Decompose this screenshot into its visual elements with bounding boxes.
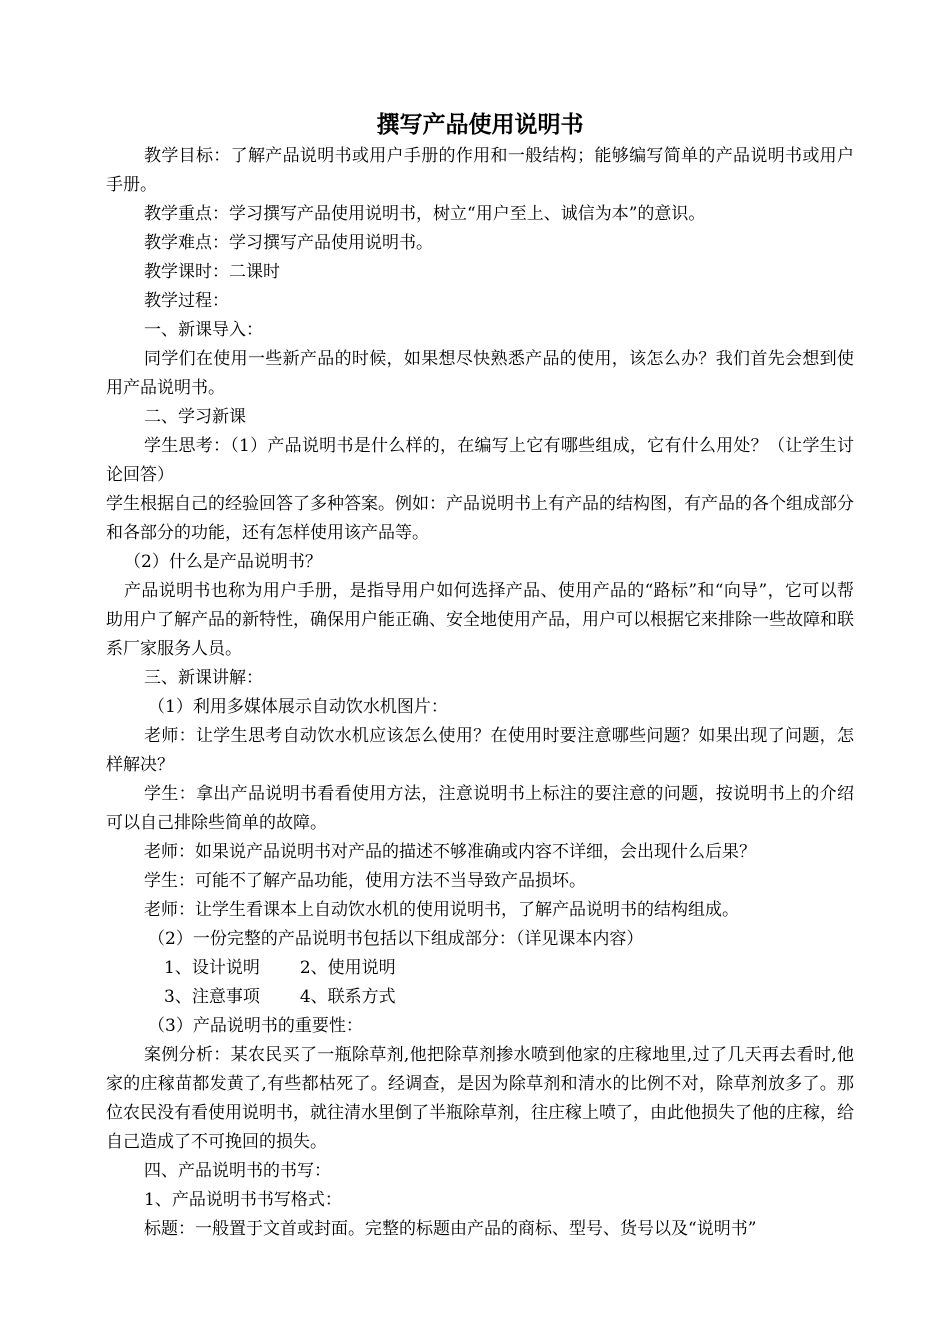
paragraph-student-1: 学生：拿出产品说明书看看使用方法，注意说明书上标注的要注意的问题，按说明书上的介绍可以自己排除些简单的故障。 bbox=[106, 784, 854, 833]
section-heading-3: 三、新课讲解： bbox=[144, 668, 263, 688]
section-heading-1: 一、新课导入： bbox=[144, 320, 263, 340]
paragraph-intro: 同学们在使用一些新产品的时候，如果想尽快熟悉产品的使用，该怎么办？我们首先会想到使用产品说明书。 bbox=[106, 349, 854, 398]
paragraph-teaching-hours: 教学课时：二课时 bbox=[144, 262, 280, 282]
section-heading-4: 四、产品说明书的书写： bbox=[144, 1161, 331, 1181]
paragraph-format-heading: 1、产品说明书书写格式： bbox=[144, 1190, 342, 1210]
paragraph-question-2: （2）什么是产品说明书？ bbox=[124, 552, 322, 572]
paragraph-components: （2）一份完整的产品说明书包括以下组成部分：（详见课本内容） bbox=[148, 929, 644, 949]
list-item: 4、联系方式 bbox=[299, 987, 396, 1007]
paragraph-teacher-3: 老师：让学生看课本上自动饮水机的使用说明书，了解产品说明书的结构组成。 bbox=[144, 900, 739, 920]
paragraph-student-answers: 学生根据自己的经验回答了多种答案。例如：产品说明书上有产品的结构图，有产品的各个组成部分和各部分的功能，还有怎样使用该产品等。 bbox=[106, 494, 854, 543]
paragraph-student-thinking: 学生思考：（1）产品说明书是什么样的，在编写上它有哪些组成，它有什么用处？（让学生讨论回答） bbox=[106, 436, 854, 485]
section-heading-2: 二、学习新课 bbox=[144, 407, 246, 427]
document-title: 撰写产品使用说明书 bbox=[376, 111, 584, 138]
paragraph-teaching-difficulty: 教学难点：学习撰写产品使用说明书。 bbox=[144, 233, 433, 253]
paragraph-teaching-focus: 教学重点：学习撰写产品使用说明书，树立“用户至上、诚信为本”的意识。 bbox=[144, 204, 706, 224]
paragraph-teacher-1: 老师：让学生思考自动饮水机应该怎么使用？在使用时要注意哪些问题？如果出现了问题，怎样解决？ bbox=[106, 726, 854, 775]
paragraph-teacher-2: 老师：如果说产品说明书对产品的描述不够准确或内容不详细，会出现什么后果？ bbox=[144, 842, 756, 862]
paragraph-student-2: 学生：可能不了解产品功能，使用方法不当导致产品损坏。 bbox=[144, 871, 586, 891]
paragraph-definition: 产品说明书也称为用户手册，是指导用户如何选择产品、使用产品的“路标”和“向导”，它可以帮助用户了解产品的新特性，确保用户能正确、安全地使用产品，用户可以根据它来排除一些故障和联系厂家服务人员。 bbox=[106, 581, 854, 659]
paragraph-importance: （3）产品说明书的重要性： bbox=[148, 1016, 363, 1036]
list-item: 3、注意事项 bbox=[164, 987, 260, 1007]
components-list-row-1 bbox=[106, 954, 854, 983]
paragraph-title-format: 标题：一般置于文首或封面。完整的标题由产品的商标、型号、货号以及“说明书” bbox=[144, 1219, 757, 1239]
list-item: 2、使用说明 bbox=[299, 958, 396, 978]
paragraph-teaching-process: 教学过程： bbox=[144, 291, 229, 311]
paragraph-teaching-goal: 教学目标：了解产品说明书或用户手册的作用和一般结构；能够编写简单的产品说明书或用户手册。 bbox=[106, 146, 854, 195]
paragraph-multimedia: （1）利用多媒体展示自动饮水机图片： bbox=[148, 697, 448, 717]
components-list-row-2 bbox=[106, 983, 854, 1012]
paragraph-case-study: 案例分析：某农民买了一瓶除草剂,他把除草剂掺水喷到他家的庄稼地里,过了几天再去看时,他家的庄稼苗都发黄了,有些都枯死了。经调查，是因为除草剂和清水的比例不对，除草剂放多了。那位农民没有看使用说明书，就往清水里倒了半瓶除草剂，往庄稼上喷了，由此他损失了他的庄稼，给自己造成了不可挽回的损失。 bbox=[106, 1045, 854, 1152]
list-item: 1、设计说明 bbox=[164, 958, 260, 978]
